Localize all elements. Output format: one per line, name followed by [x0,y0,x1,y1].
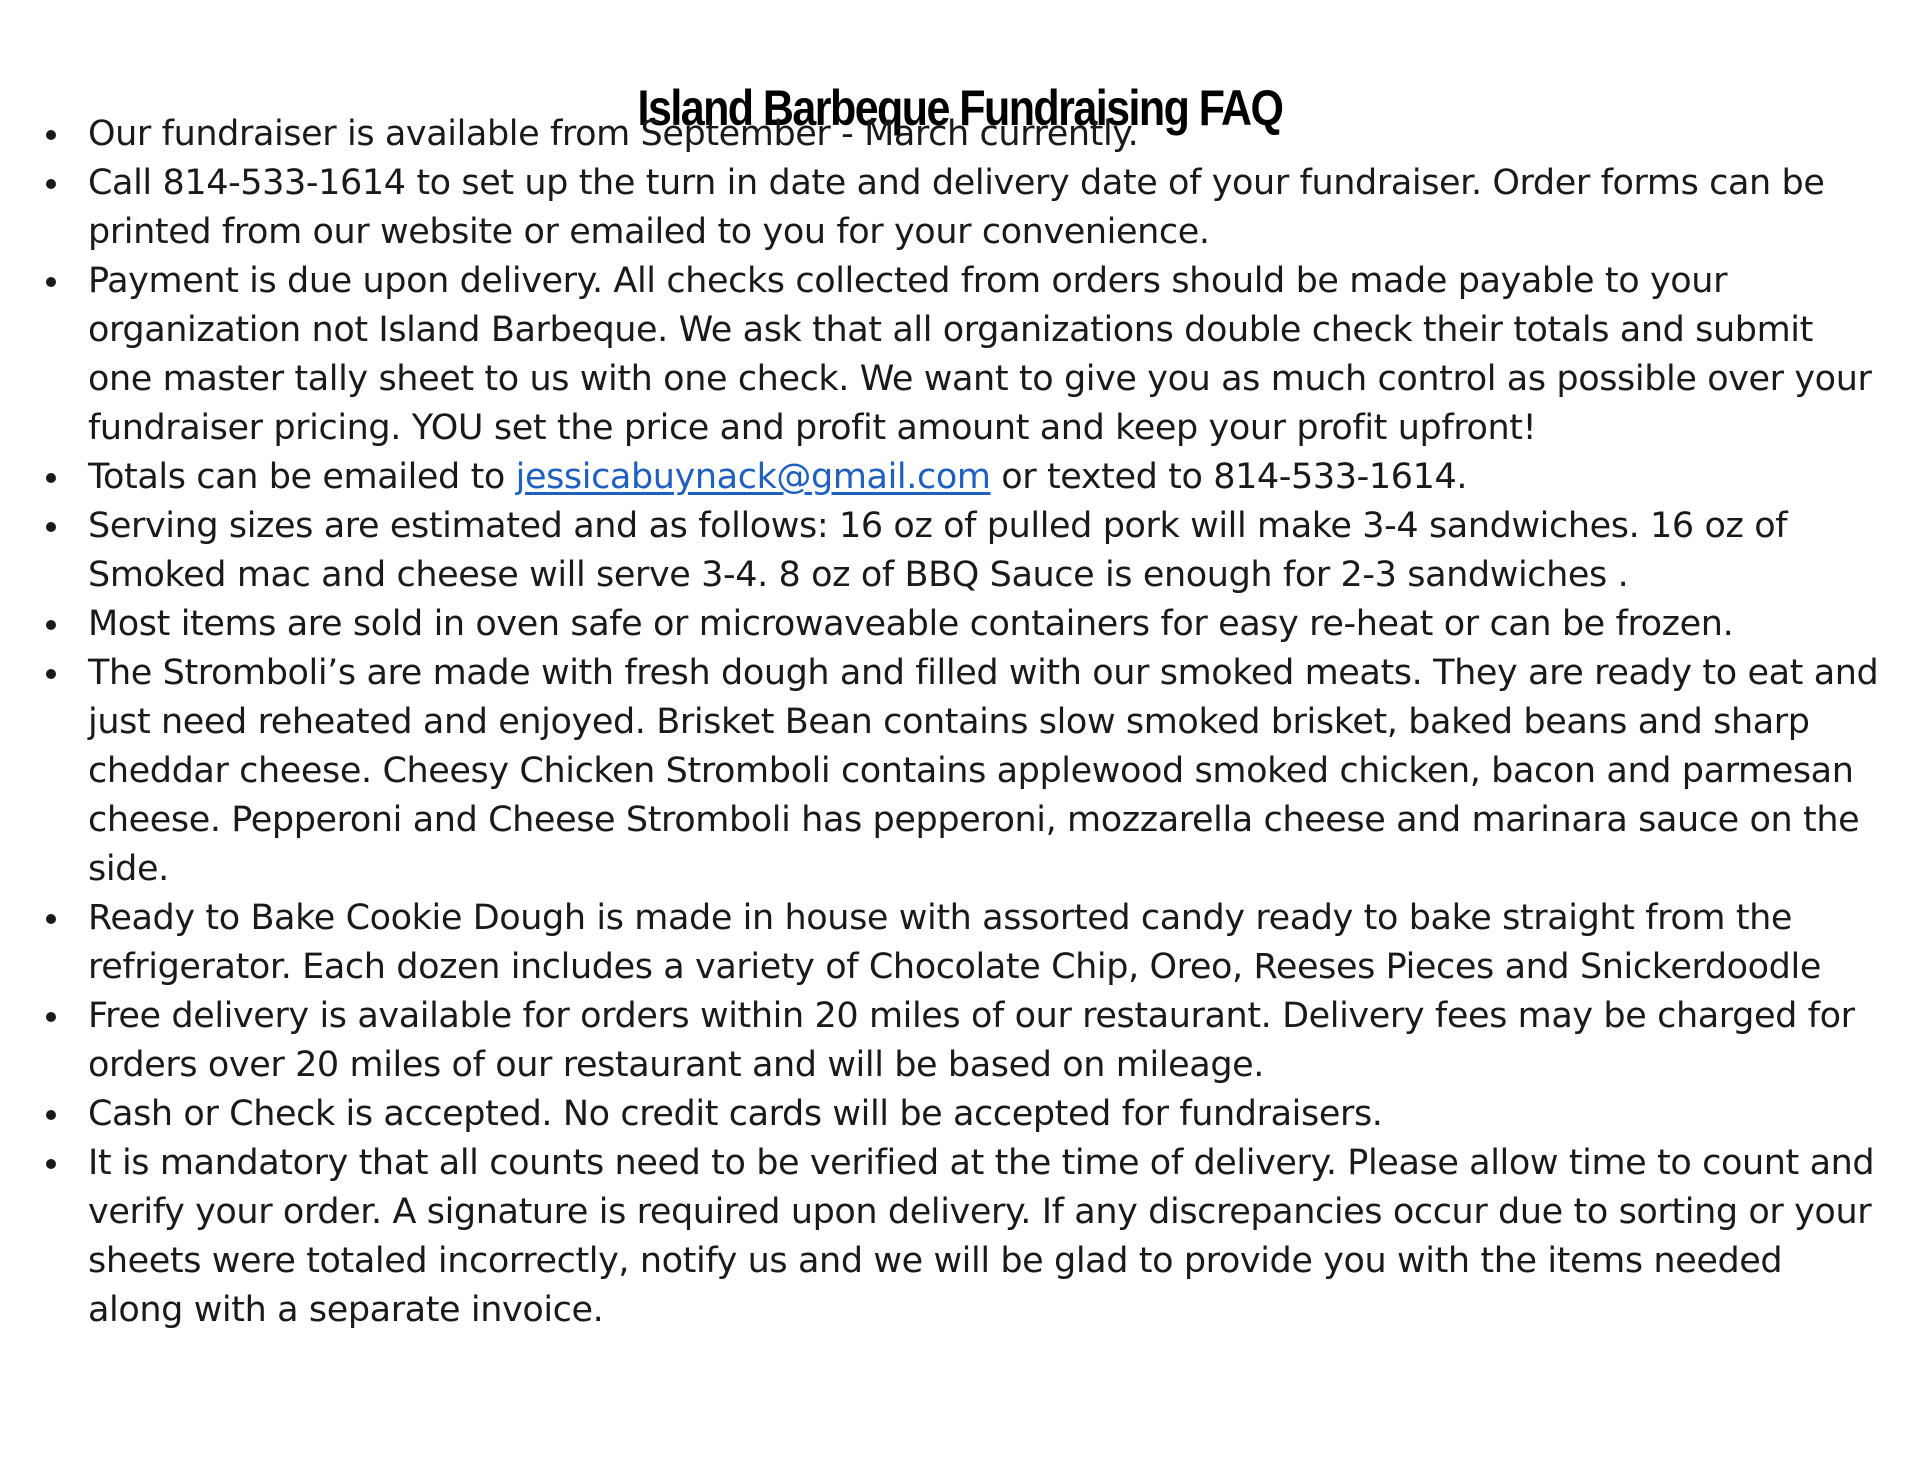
faq-item-payment-methods [88,1090,1880,1139]
bullet-icon [46,473,56,483]
faq-item-text: Cash or Check is accepted. No credit cards will be accepted for fundraisers. [88,1094,1383,1134]
faq-item-text: Ready to Bake Cookie Dough is made in house with assorted candy ready to bake straight from the refrigerator. Each dozen includes a variety of Chocolate Chip, Oreo, Reeses Pieces and Snickerdoodle [88,898,1821,987]
faq-item-totals [88,453,1880,502]
faq-item-text: Totals can be emailed to [88,457,516,497]
faq-item-stromboli [88,649,1880,894]
bullet-icon [46,1110,56,1120]
bullet-icon [46,179,56,189]
faq-item-payment [88,257,1880,453]
faq-list [0,110,1880,1335]
faq-item-text: Serving sizes are estimated and as follows: 16 oz of pulled pork will make 3-4 sandwiches. 16 oz of Smoked mac and cheese will serve 3-4. 8 oz of BBQ Sauce is enough for 2-3 sandwiches . [88,506,1788,595]
faq-item-delivery [88,992,1880,1090]
bullet-icon [46,522,56,532]
bullet-icon [46,130,56,140]
faq-item-text: Most items are sold in oven safe or microwaveable containers for easy re-heat or can be frozen. [88,604,1734,644]
bullet-icon [46,1159,56,1169]
faq-item-serving-sizes [88,502,1880,600]
faq-item-verification [88,1139,1880,1335]
bullet-icon [46,914,56,924]
faq-item-text: Our fundraiser is available from September - March currently. [88,114,1139,154]
bullet-icon [46,277,56,287]
faq-item-text: It is mandatory that all counts need to be verified at the time of delivery. Please allow time to count and verify your order. A signature is required upon delivery. If any discrepancies occur due to sorting or your sheets were totaled incorrectly, notify us and we will be glad to provide you with the items needed along with a separate invoice. [88,1143,1875,1330]
email-link[interactable]: jessicabuynack@gmail.com [515,457,991,497]
faq-item-text: The Stromboli’s are made with fresh dough and filled with our smoked meats. They are ready to eat and just need reheated and enjoyed. Brisket Bean contains slow smoked brisket, baked beans and sharp cheddar cheese. Cheesy Chicken Stromboli contains applewood smoked chicken, bacon and parmesan cheese. Pepperoni and Cheese Stromboli has pepperoni, mozzarella cheese and marinara sauce on the side. [88,653,1879,889]
bullet-icon [46,1012,56,1022]
faq-item-availability [88,110,1880,159]
faq-item-text: Free delivery is available for orders within 20 miles of our restaurant. Delivery fees may be charged for orders over 20 miles of our restaurant and will be based on mileage. [88,996,1855,1085]
bullet-icon [46,620,56,630]
faq-item-cookie-dough [88,894,1880,992]
faq-item-text: Payment is due upon delivery. All checks collected from orders should be made payable to your organization not Island Barbeque. We ask that all organizations double check their totals and submit one master tally sheet to us with one check. We want to give you as much control as possible over your fundraiser pricing. YOU set the price and profit amount and keep your profit upfront! [88,261,1872,448]
page-title: Island Barbeque Fundraising FAQ [637,79,1283,136]
faq-item-text: Call 814-533-1614 to set up the turn in date and delivery date of your fundraiser. Order forms can be printed from our website or emailed to you for your convenience. [88,163,1825,252]
bullet-icon [46,669,56,679]
faq-item-text: or texted to 814-533-1614. [990,457,1468,497]
faq-item-containers [88,600,1880,649]
faq-item-scheduling [88,159,1880,257]
